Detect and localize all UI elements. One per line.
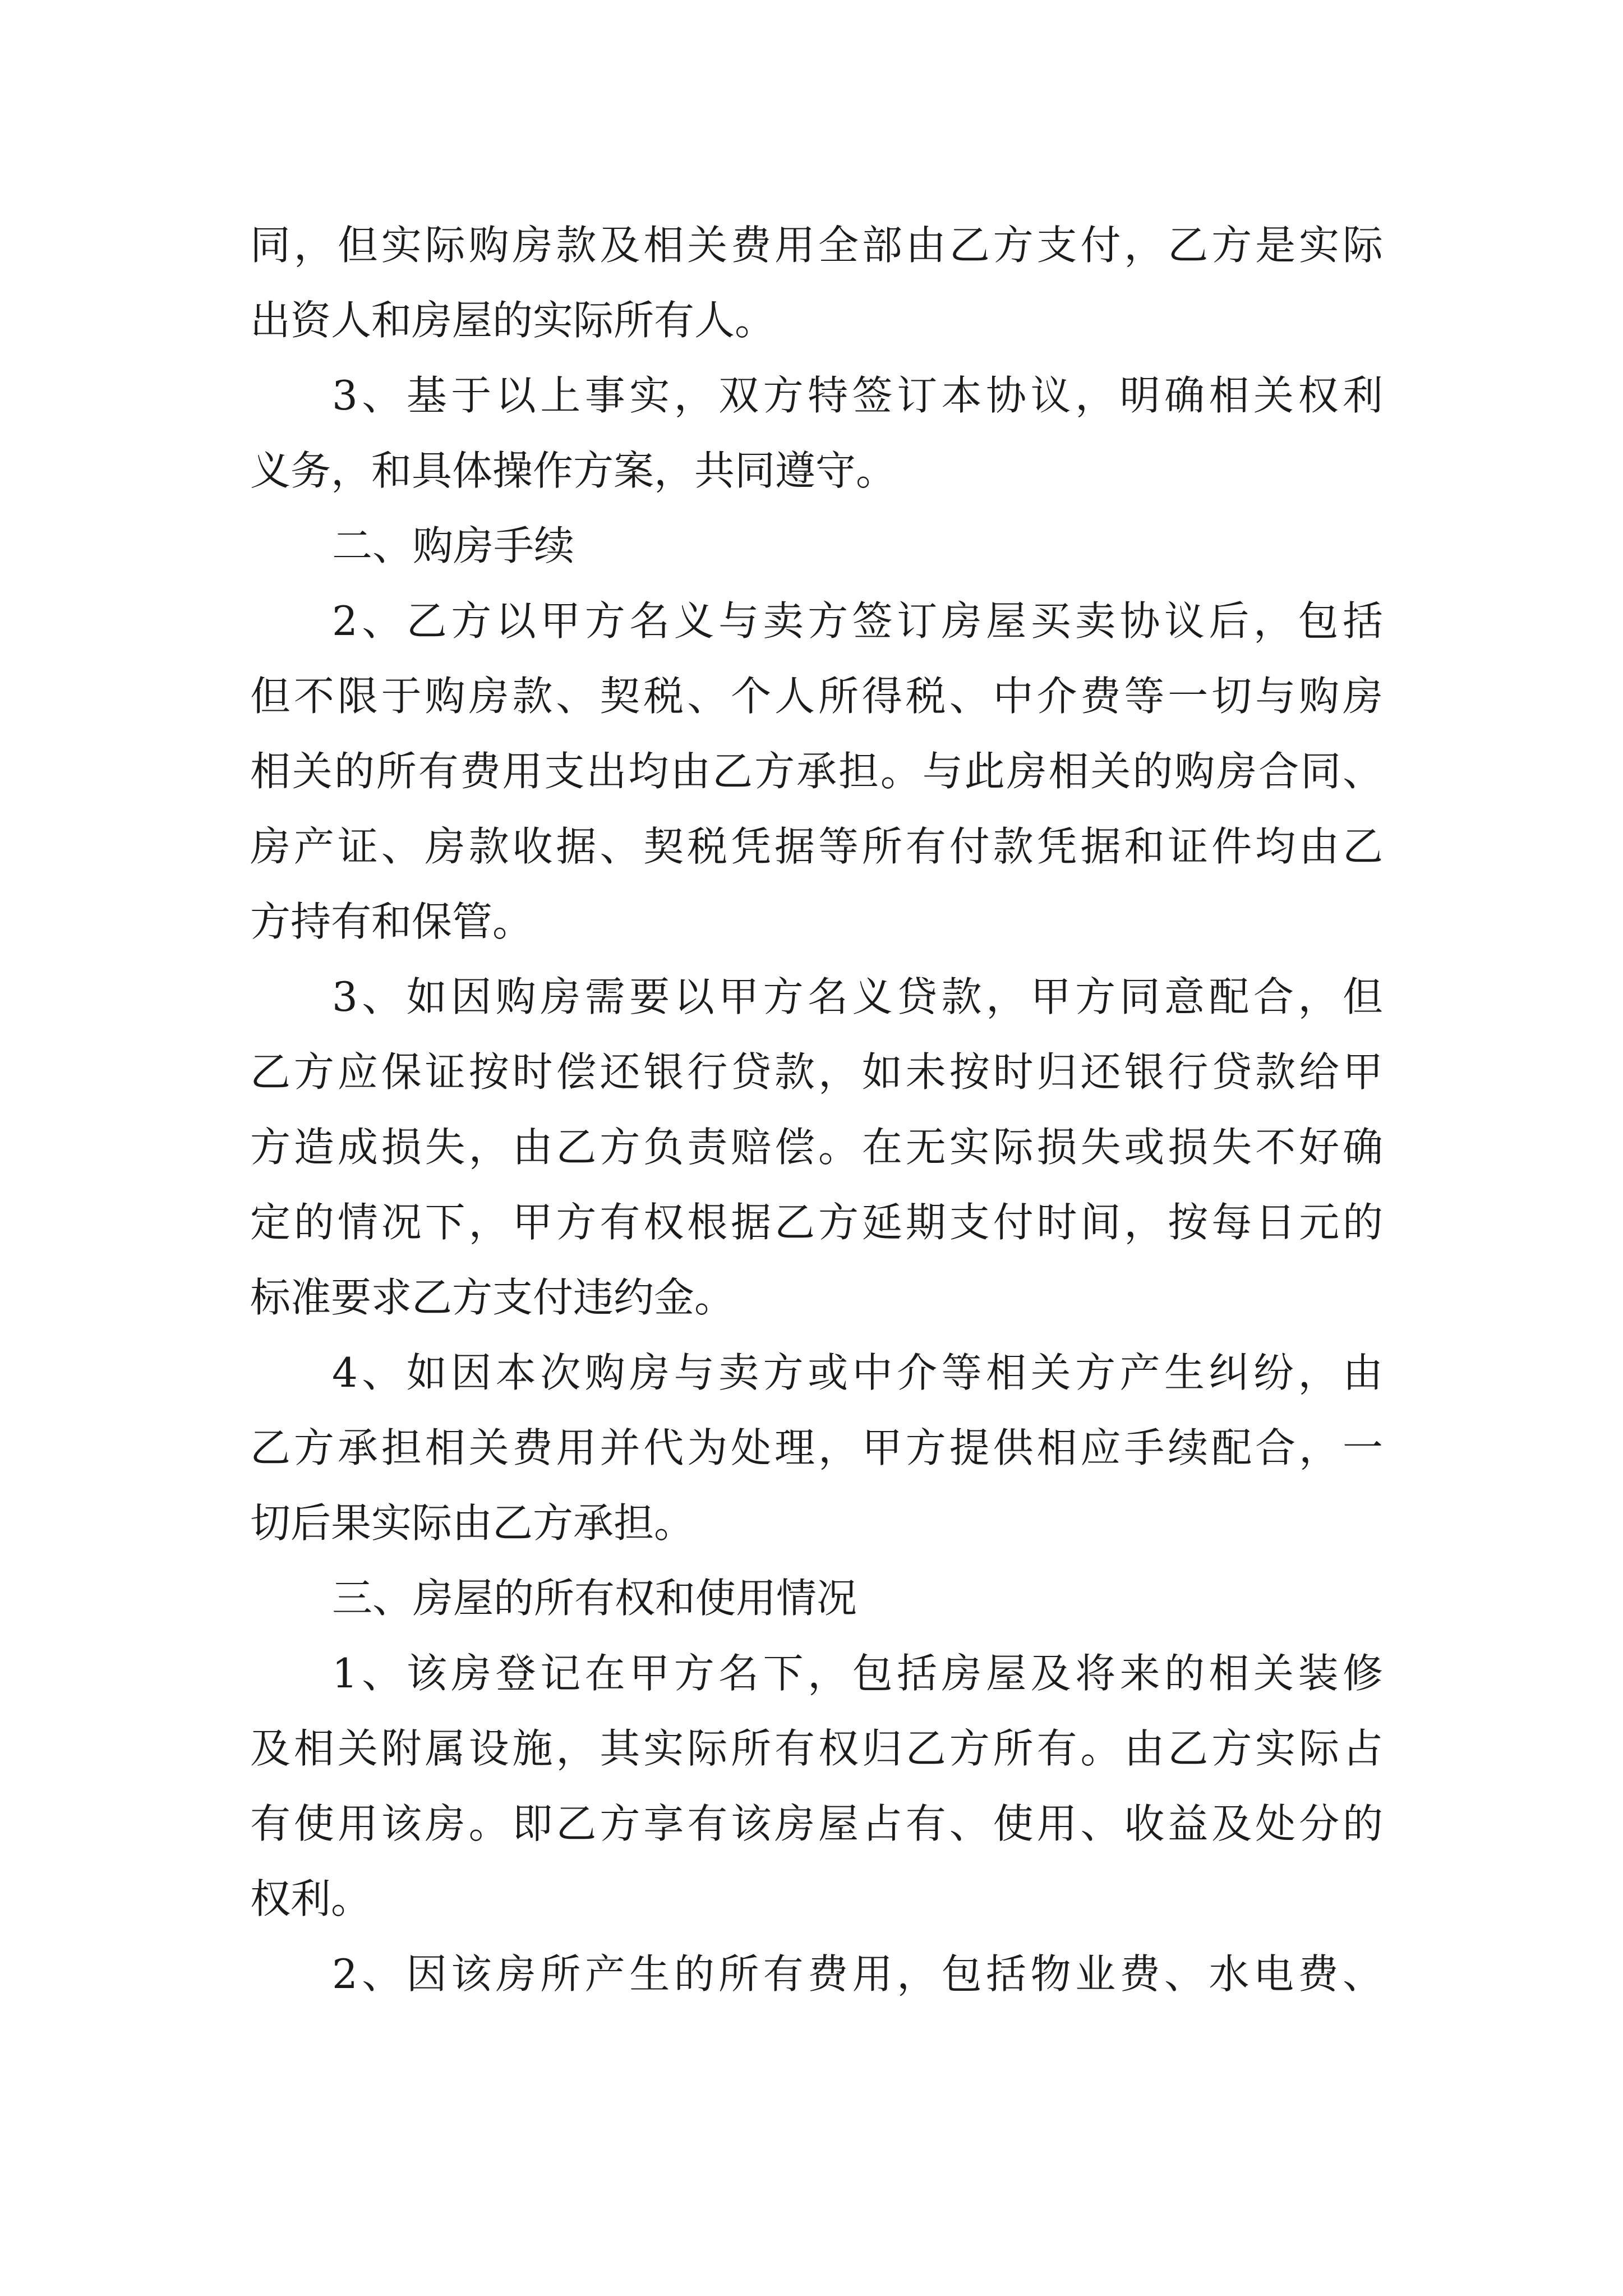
text-line: 方造成损失，由乙方负责赔偿。在无实际损失或损失不好确 bbox=[250, 1124, 1383, 1171]
text-line: 义务，和具体操作方案，共同遵守。 bbox=[250, 447, 897, 494]
text-line: 2、因该房所产生的所有费用，包括物业费、水电费、 bbox=[332, 1950, 1383, 1998]
text-line: 乙方承担相关费用并代为处理，甲方提供相应手续配合，一 bbox=[250, 1424, 1383, 1471]
text-line: 权利。 bbox=[250, 1875, 372, 1922]
text-line: 及相关附属设施，其实际所有权归乙方所有。由乙方实际占 bbox=[250, 1725, 1383, 1772]
text-line: 定的情况下，甲方有权根据乙方延期支付时间，按每日元的 bbox=[250, 1199, 1383, 1246]
text-line: 但不限于购房款、契税、个人所得税、中介费等一切与购房 bbox=[250, 673, 1383, 720]
text-line: 有使用该房。即乙方享有该房屋占有、使用、收益及处分的 bbox=[250, 1800, 1383, 1847]
text-line: 3、如因购房需要以甲方名义贷款，甲方同意配合，但 bbox=[332, 973, 1383, 1020]
text-line: 2、乙方以甲方名义与卖方签订房屋买卖协议后，包括 bbox=[332, 597, 1383, 645]
text-line: 1、该房登记在甲方名下，包括房屋及将来的相关装修 bbox=[332, 1650, 1383, 1697]
text-line: 3、基于以上事实，双方特签订本协议，明确相关权利 bbox=[332, 372, 1383, 419]
text-line: 4、如因本次购房与卖方或中介等相关方产生纠纷，由 bbox=[332, 1349, 1383, 1396]
text-line: 标准要求乙方支付违约金。 bbox=[250, 1274, 735, 1321]
text-line: 相关的所有费用支出均由乙方承担。与此房相关的购房合同、 bbox=[250, 748, 1383, 795]
section-heading: 三、房屋的所有权和使用情况 bbox=[332, 1575, 857, 1622]
text-line: 切后果实际由乙方承担。 bbox=[250, 1499, 695, 1547]
section-heading: 二、购房手续 bbox=[332, 522, 575, 569]
text-line: 出资人和房屋的实际所有人。 bbox=[250, 297, 776, 344]
text-line: 同，但实际购房款及相关费用全部由乙方支付，乙方是实际 bbox=[250, 222, 1383, 269]
text-line: 方持有和保管。 bbox=[250, 898, 533, 945]
text-line: 房产证、房款收据、契税凭据等所有付款凭据和证件均由乙 bbox=[250, 823, 1383, 870]
text-line: 乙方应保证按时偿还银行贷款，如未按时归还银行贷款给甲 bbox=[250, 1048, 1383, 1096]
